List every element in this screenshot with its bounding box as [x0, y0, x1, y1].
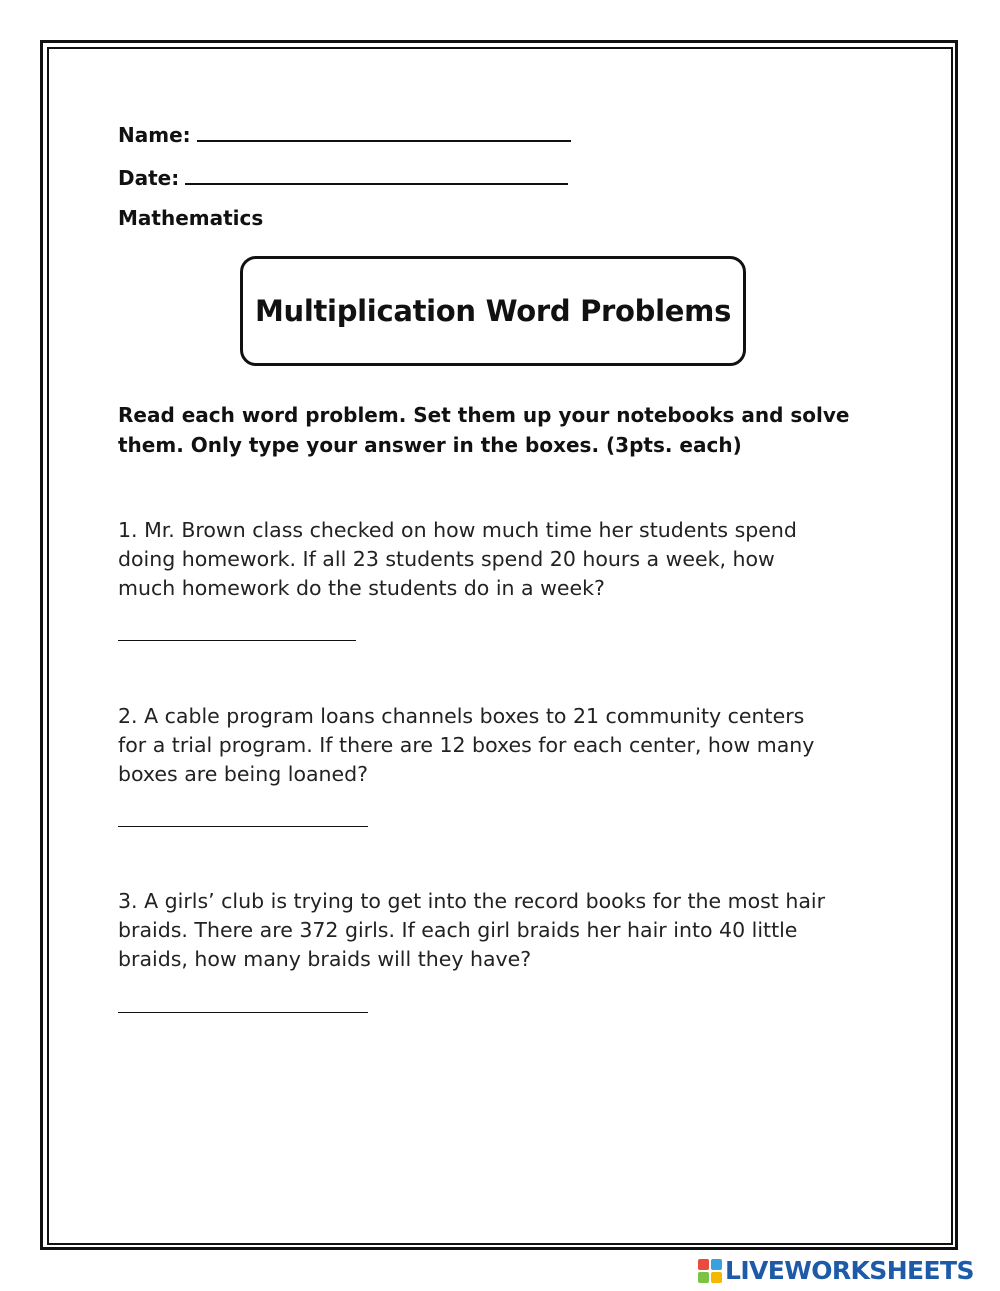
question-line: 2. A cable program loans channels boxes to 21 community centers: [118, 704, 805, 728]
liveworksheets-logo[interactable]: [698, 1256, 974, 1286]
date-input-line[interactable]: [185, 163, 568, 185]
subject-label: Mathematics: [118, 206, 264, 230]
question-3: [118, 887, 898, 974]
answer-1-line[interactable]: [118, 640, 356, 641]
question-line: boxes are being loaned?: [118, 762, 369, 786]
date-label: Date:: [118, 166, 180, 190]
question-line: doing homework. If all 23 students spend 20 hours a week, how: [118, 547, 775, 571]
question-1: [118, 516, 898, 603]
logo-text: LIVEWORKSHEETS: [725, 1256, 974, 1285]
instructions-line: Read each word problem. Set them up your notebooks and solve: [118, 403, 850, 427]
logo-blocks-icon: [698, 1259, 722, 1283]
logo-block: [698, 1272, 709, 1283]
question-line: 3. A girls’ club is trying to get into the record books for the most hair: [118, 889, 826, 913]
instructions-line: them. Only type your answer in the boxes. (3pts. each): [118, 433, 742, 457]
question-line: braids. There are 372 girls. If each girl braids her hair into 40 little: [118, 918, 798, 942]
question-line: for a trial program. If there are 12 boxes for each center, how many: [118, 733, 815, 757]
question-line: 1. Mr. Brown class checked on how much time her students spend: [118, 518, 797, 542]
page-title: Multiplication Word Problems: [254, 294, 732, 328]
instructions: [118, 400, 888, 460]
logo-block: [711, 1259, 722, 1270]
logo-block: [711, 1272, 722, 1283]
name-label: Name:: [118, 123, 191, 147]
logo-block: [698, 1259, 709, 1270]
answer-3-line[interactable]: [118, 1012, 368, 1013]
date-field: [118, 163, 568, 190]
name-field: [118, 120, 571, 147]
question-2: [118, 702, 898, 789]
title-box: [240, 256, 746, 366]
name-input-line[interactable]: [197, 120, 571, 142]
question-line: much homework do the students do in a week?: [118, 576, 605, 600]
answer-2-line[interactable]: [118, 826, 368, 827]
question-line: braids, how many braids will they have?: [118, 947, 532, 971]
